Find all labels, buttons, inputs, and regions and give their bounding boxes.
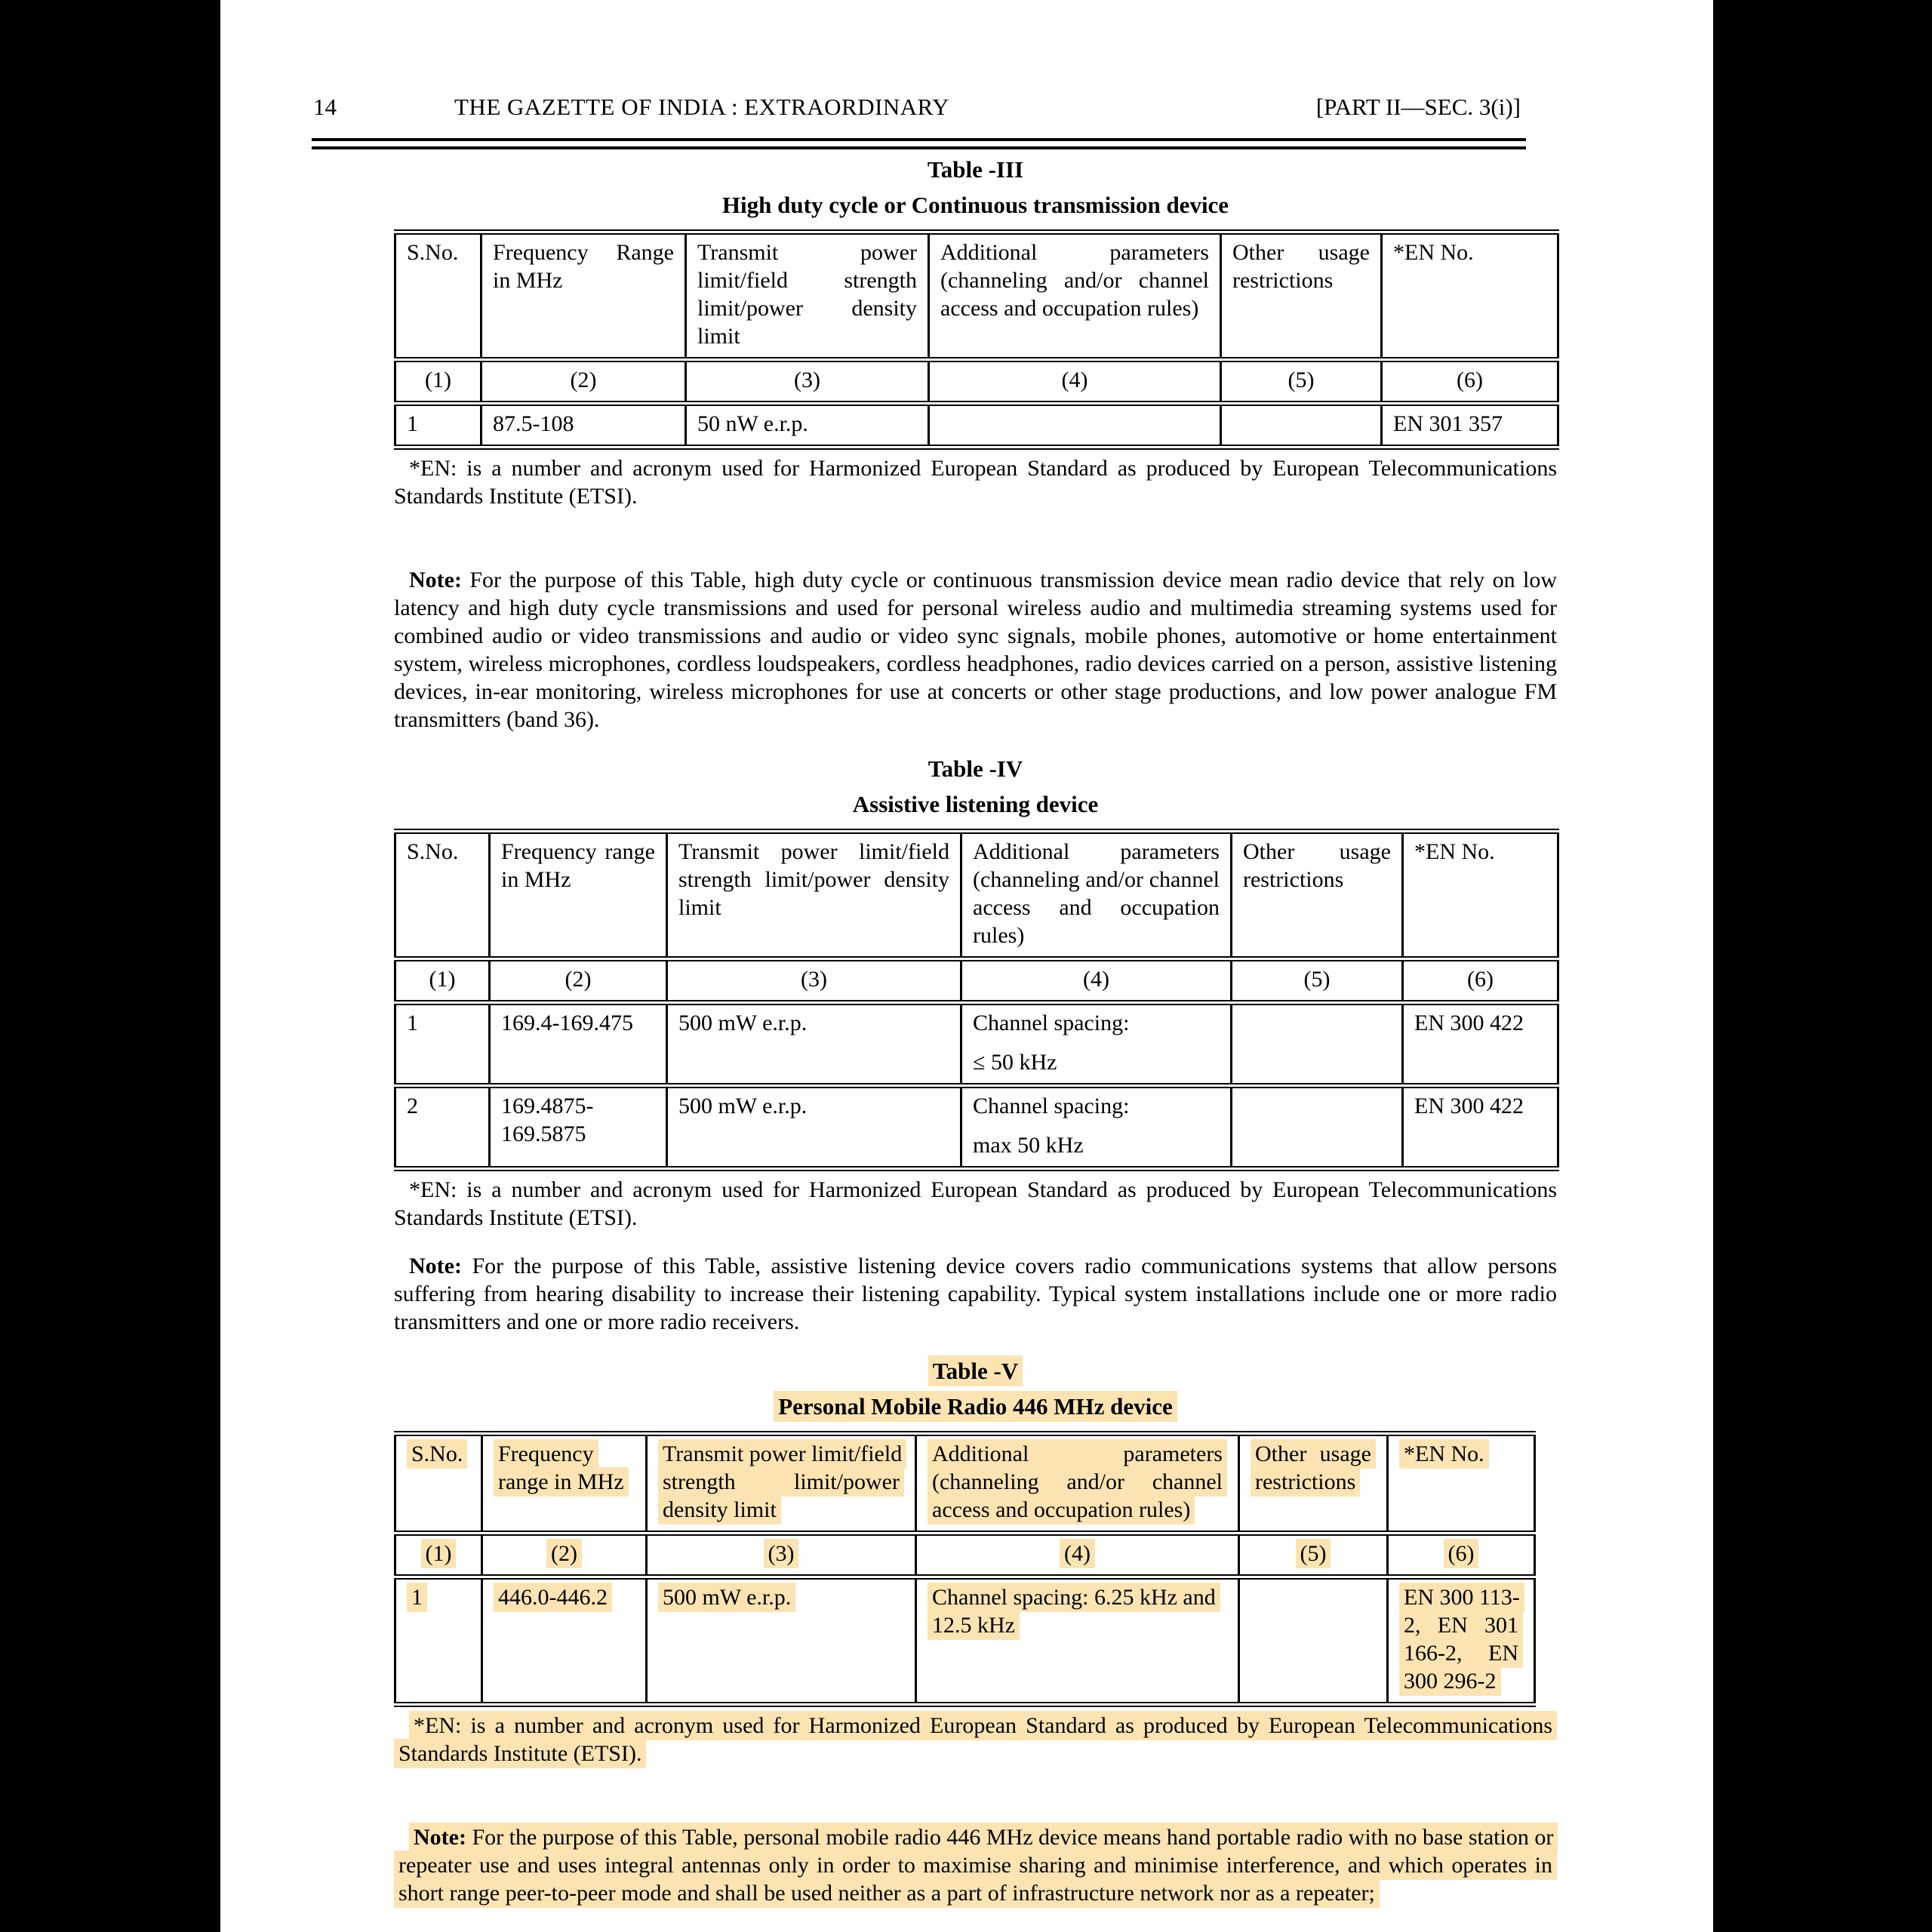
- gazette-title: THE GAZETTE OF INDIA : EXTRAORDINARY: [454, 94, 950, 120]
- gazette-page: [220, 0, 1713, 1932]
- table-row: [395, 1003, 1558, 1086]
- table-v: [394, 1431, 1536, 1707]
- table-v-title: Table -V: [394, 1355, 1557, 1387]
- header-cell: Frequency Range in MHz: [481, 232, 686, 360]
- numbering-cell: (5): [1239, 1534, 1388, 1577]
- table-iii-numbering-row: [395, 360, 1558, 404]
- note-label: Note:: [409, 568, 462, 592]
- data-cell-restrictions: [1221, 404, 1382, 448]
- header-cell: S.No.: [395, 232, 481, 360]
- header-cell: Other usage restrictions: [1221, 232, 1382, 360]
- note-text: For the purpose of this Table, assistive listening device covers radio communications systems that allow persons suffering from hearing disability to increase their listening capability. Typical system installations include one or more radio transmitters and one or more radio receivers.: [394, 1254, 1557, 1334]
- param-line: Channel spacing:: [973, 1011, 1130, 1035]
- table-iv: [394, 829, 1559, 1171]
- table-iv-numbering-row: [395, 959, 1558, 1003]
- numbering-cell: (1): [395, 959, 490, 1003]
- table-v-footnote: *EN: is a number and acronym used for Harmonized European Standard as produced by European Telecommunications Standards Institute (ETSI).: [394, 1712, 1557, 1767]
- note-text: For the purpose of this Table, high duty cycle or continuous transmission device mean radio device that rely on low latency and high duty cycle transmissions and used for personal wireless audio and multimedia streaming systems used for combined audio or video transmissions and audio or video sync signals, mobile phones, automotive or home entertainment system, wireless microphones, cordless loudspeakers, cordless headphones, radio devices carried on a person, assistive listening devices, in-ear monitoring, wireless microphones for use at concerts or other stage productions, and low power analogue FM transmitters (band 36).: [394, 568, 1557, 732]
- data-cell-restrictions: [1232, 1003, 1403, 1086]
- data-cell-frequency: 446.0-446.2: [482, 1577, 647, 1705]
- data-cell-restrictions: [1239, 1577, 1388, 1705]
- header-cell: *EN No.: [1403, 832, 1558, 959]
- page-number: 14: [313, 94, 337, 120]
- table-v-numbering-row: [395, 1534, 1535, 1577]
- data-cell-en: EN 300 422: [1403, 1086, 1558, 1169]
- data-cell-power: 500 mW e.r.p.: [667, 1003, 961, 1086]
- table-iv-title: Table -IV: [928, 755, 1023, 782]
- header-cell: S.No.: [395, 832, 490, 959]
- numbering-cell: (4): [961, 959, 1232, 1003]
- table-iii-footnote: *EN: is a number and acronym used for Harmonized European Standard as produced by European Telecommunications Standards Institute (ETSI).: [394, 456, 1557, 509]
- numbering-cell: (6): [1388, 1534, 1535, 1577]
- table-row: [395, 404, 1558, 448]
- numbering-cell: (5): [1221, 360, 1382, 404]
- numbering-cell: (6): [1403, 959, 1558, 1003]
- numbering-cell: (3): [667, 959, 961, 1003]
- numbering-cell: (5): [1232, 959, 1403, 1003]
- data-cell-sno: 1: [395, 404, 481, 448]
- table-iii-subtitle: High duty cycle or Continuous transmission device: [721, 192, 1229, 218]
- numbering-cell: (3): [686, 360, 929, 404]
- note-text: For the purpose of this Table, personal mobile radio 446 MHz device means hand portable radio with no base station or repeater use and uses integral antennas only in order to maximise sharing and minimise interference, and which operates in short range peer-to-peer mode and shall be used neither as a part of infrastructure network nor as a repeater;: [398, 1825, 1554, 1906]
- numbering-cell: (1): [395, 360, 481, 404]
- table-iii: [394, 229, 1559, 450]
- data-cell-power: 50 nW e.r.p.: [686, 404, 929, 448]
- data-cell-frequency: 87.5-108: [481, 404, 686, 448]
- numbering-cell: (1): [395, 1534, 482, 1577]
- header-cell: Frequency range in MHz: [482, 1434, 647, 1534]
- param-line: ≤ 50 kHz: [973, 1050, 1057, 1075]
- data-cell-sno: 1: [395, 1577, 482, 1705]
- table-iv-subtitle: Assistive listening device: [852, 791, 1099, 817]
- content-area: [394, 151, 1557, 1907]
- table-v-note: [394, 1823, 1557, 1907]
- table-iii-header-row: [395, 232, 1558, 360]
- data-cell-en: EN 300 422: [1403, 1003, 1558, 1086]
- data-cell-frequency: 169.4875-169.5875: [490, 1086, 667, 1169]
- table-row: [395, 1086, 1558, 1169]
- data-cell-sno: 2: [395, 1086, 490, 1169]
- running-header: [312, 94, 1526, 128]
- table-v-subtitle: Personal Mobile Radio 446 MHz device: [394, 1392, 1557, 1422]
- numbering-cell: (3): [647, 1534, 916, 1577]
- table-iv-footnote: *EN: is a number and acronym used for Harmonized European Standard as produced by European Telecommunications Standards Institute (ETSI).: [394, 1177, 1557, 1230]
- header-cell: Transmit power limit/field strength limit/power density limit: [647, 1434, 916, 1534]
- note-label: Note:: [409, 1254, 462, 1278]
- part-section-ref: [PART II—SEC. 3(i)]: [1315, 94, 1521, 120]
- data-cell-params: [961, 1003, 1232, 1086]
- data-cell-sno: 1: [395, 1003, 490, 1086]
- header-cell: Additional parameters (channeling and/or channel access and occupation rules): [929, 232, 1221, 360]
- data-cell-en: EN 300 113-2, EN 301 166-2, EN 300 296-2: [1388, 1577, 1535, 1705]
- table-iii-note: [394, 566, 1557, 734]
- header-cell: S.No.: [395, 1434, 482, 1534]
- param-line: max 50 kHz: [973, 1133, 1084, 1158]
- header-cell: Additional parameters (channeling and/or channel access and occupation rules): [916, 1434, 1239, 1534]
- data-cell-power: 500 mW e.r.p.: [667, 1086, 961, 1169]
- table-iv-header-row: [395, 832, 1558, 959]
- data-cell-en: EN 301 357: [1382, 404, 1558, 448]
- numbering-cell: (4): [929, 360, 1221, 404]
- data-cell-params: [961, 1086, 1232, 1169]
- header-double-rule: [312, 138, 1526, 149]
- header-cell: Additional parameters (channeling and/or channel access and occupation rules): [961, 832, 1232, 959]
- param-line: Channel spacing:: [973, 1094, 1130, 1118]
- data-cell-restrictions: [1232, 1086, 1403, 1169]
- header-cell: Transmit power limit/field strength limit/power density limit: [686, 232, 929, 360]
- header-cell: Frequency range in MHz: [490, 832, 667, 959]
- table-v-header-row: [395, 1434, 1535, 1534]
- data-cell-power: 500 mW e.r.p.: [647, 1577, 916, 1705]
- note-label: Note:: [414, 1825, 466, 1850]
- header-cell: Transmit power limit/field strength limit/power density limit: [667, 832, 961, 959]
- table-iv-note: [394, 1252, 1557, 1336]
- header-cell: *EN No.: [1388, 1434, 1535, 1534]
- numbering-cell: (2): [482, 1534, 647, 1577]
- data-cell-params: Channel spacing: 6.25 kHz and 12.5 kHz: [916, 1577, 1239, 1705]
- numbering-cell: (6): [1382, 360, 1558, 404]
- table-iii-title: Table -III: [927, 156, 1024, 183]
- header-cell: Other usage restrictions: [1232, 832, 1403, 959]
- table-row: [395, 1577, 1535, 1705]
- numbering-cell: (2): [481, 360, 686, 404]
- header-cell: *EN No.: [1382, 232, 1558, 360]
- data-cell-frequency: 169.4-169.475: [490, 1003, 667, 1086]
- numbering-cell: (4): [916, 1534, 1239, 1577]
- data-cell-params: [929, 404, 1221, 448]
- numbering-cell: (2): [490, 959, 667, 1003]
- header-cell: Other usage restrictions: [1239, 1434, 1388, 1534]
